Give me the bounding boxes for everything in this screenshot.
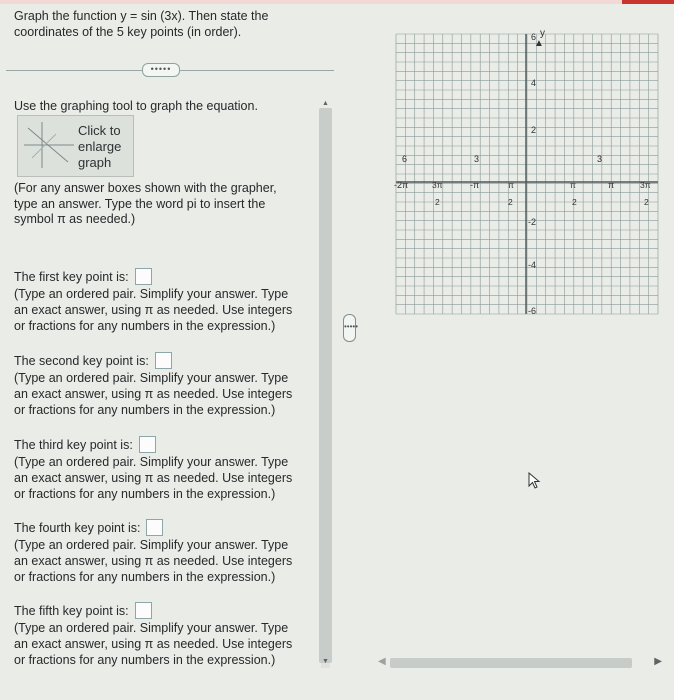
x-top-label: 6 [402,154,408,164]
horizontal-scroll-thumb[interactable] [390,658,632,668]
y-axis-label: y [540,28,545,39]
y-tick-label: 6 [531,32,537,42]
hint-line: an exact answer, using π as needed. Use integers [14,554,293,568]
key-point-input[interactable] [135,602,152,619]
enlarge-graph-label [78,123,121,171]
coordinate-grid[interactable] [390,28,662,318]
answer-note-line: type an answer. Type the word pi to insert the [14,196,266,211]
y-axis-arrow-icon: ▲ [534,38,544,49]
instruction-text: Use the graphing tool to graph the equation. [14,99,258,113]
y-tick-label: -6 [528,306,537,316]
hint-line: or fractions for any numbers in the expression.) [14,403,276,417]
x-tick-label: 2 [435,197,440,207]
x-tick-label: π [570,180,576,190]
x-tick-label: -2π [394,180,409,190]
y-tick-label: -4 [528,260,537,270]
hint-line: (Type an ordered pair. Simplify your answer. Type [14,287,289,301]
key-point-label: The second key point is: [14,353,149,368]
x-tick-label: 2 [644,197,649,207]
y-tick-label: 4 [531,78,537,88]
scroll-up-icon[interactable]: ▲ [322,100,329,107]
x-tick-label: 3π [432,180,443,190]
scroll-right-icon[interactable]: ▶ [654,656,662,667]
hint-line: (Type an ordered pair. Simplify your answer. Type [14,455,289,469]
key-point-label: The fourth key point is: [14,520,141,535]
answer-note-line: symbol π as needed.) [14,212,136,226]
enlarge-graph-button[interactable] [17,115,134,177]
question-scrollbar[interactable] [319,100,332,672]
hint-line: an exact answer, using π as needed. Use integers [14,387,293,401]
y-tick-label: 2 [531,125,537,135]
hint-line: (Type an ordered pair. Simplify your answer. Type [14,371,289,385]
x-tick-label: π [608,180,615,190]
x-top-label: 3 [597,154,603,164]
x-tick-label: 2 [572,197,577,207]
graph-thumbnail-icon [24,122,74,168]
key-point-label: The first key point is: [14,269,129,284]
mouse-cursor-icon [528,472,542,490]
x-tick-label: 2 [508,197,513,207]
expand-divider-button[interactable]: ••••• [142,63,180,77]
x-tick-label: π [508,180,514,190]
answer-note-line: (For any answer boxes shown with the grapher, [14,181,277,195]
hint-line: or fractions for any numbers in the expression.) [14,570,276,584]
hint-line: an exact answer, using π as needed. Use integers [14,303,293,317]
key-point-3 [14,436,314,502]
hint-line: (Type an ordered pair. Simplify your answer. Type [14,538,289,552]
hint-line: or fractions for any numbers in the expression.) [14,319,276,333]
hint-line: an exact answer, using π as needed. Use integers [14,637,293,651]
scroll-down-icon[interactable]: ▼ [322,658,329,665]
hint-line: (Type an ordered pair. Simplify your answer. Type [14,621,289,635]
key-point-label: The third key point is: [14,437,133,452]
key-point-input[interactable] [155,352,172,369]
hint-line: or fractions for any numbers in the expression.) [14,487,276,501]
enlarge-label-line: Click to [78,123,121,138]
key-point-2 [14,352,314,418]
question-line-1: Graph the function y = sin (3x). Then state the [14,9,269,23]
question-text [14,8,314,40]
enlarge-label-line: graph [78,155,112,170]
x-tick-label: 3π [640,180,651,190]
key-point-5 [14,602,314,668]
key-point-input[interactable] [139,436,156,453]
scroll-left-icon[interactable]: ◀ [378,656,386,667]
grid-lines [396,34,658,314]
key-point-1 [14,268,314,334]
graph-horizontal-scrollbar[interactable] [378,656,664,670]
key-point-label: The fifth key point is: [14,603,129,618]
x-tick-label: -π [470,180,480,190]
key-point-input[interactable] [146,519,163,536]
hint-line: an exact answer, using π as needed. Use integers [14,471,293,485]
scrollbar-thumb[interactable] [319,108,332,663]
enlarge-label-line: enlarge [78,139,122,154]
question-line-2: coordinates of the 5 key points (in order). [14,25,242,39]
hint-line: or fractions for any numbers in the expression.) [14,653,276,667]
answer-note [14,181,314,228]
key-point-input[interactable] [135,268,152,285]
y-tick-label: -2 [528,217,537,227]
x-top-label: 3 [474,154,480,164]
key-point-4 [14,519,314,585]
pane-resize-handle[interactable]: ••••• [343,314,356,342]
